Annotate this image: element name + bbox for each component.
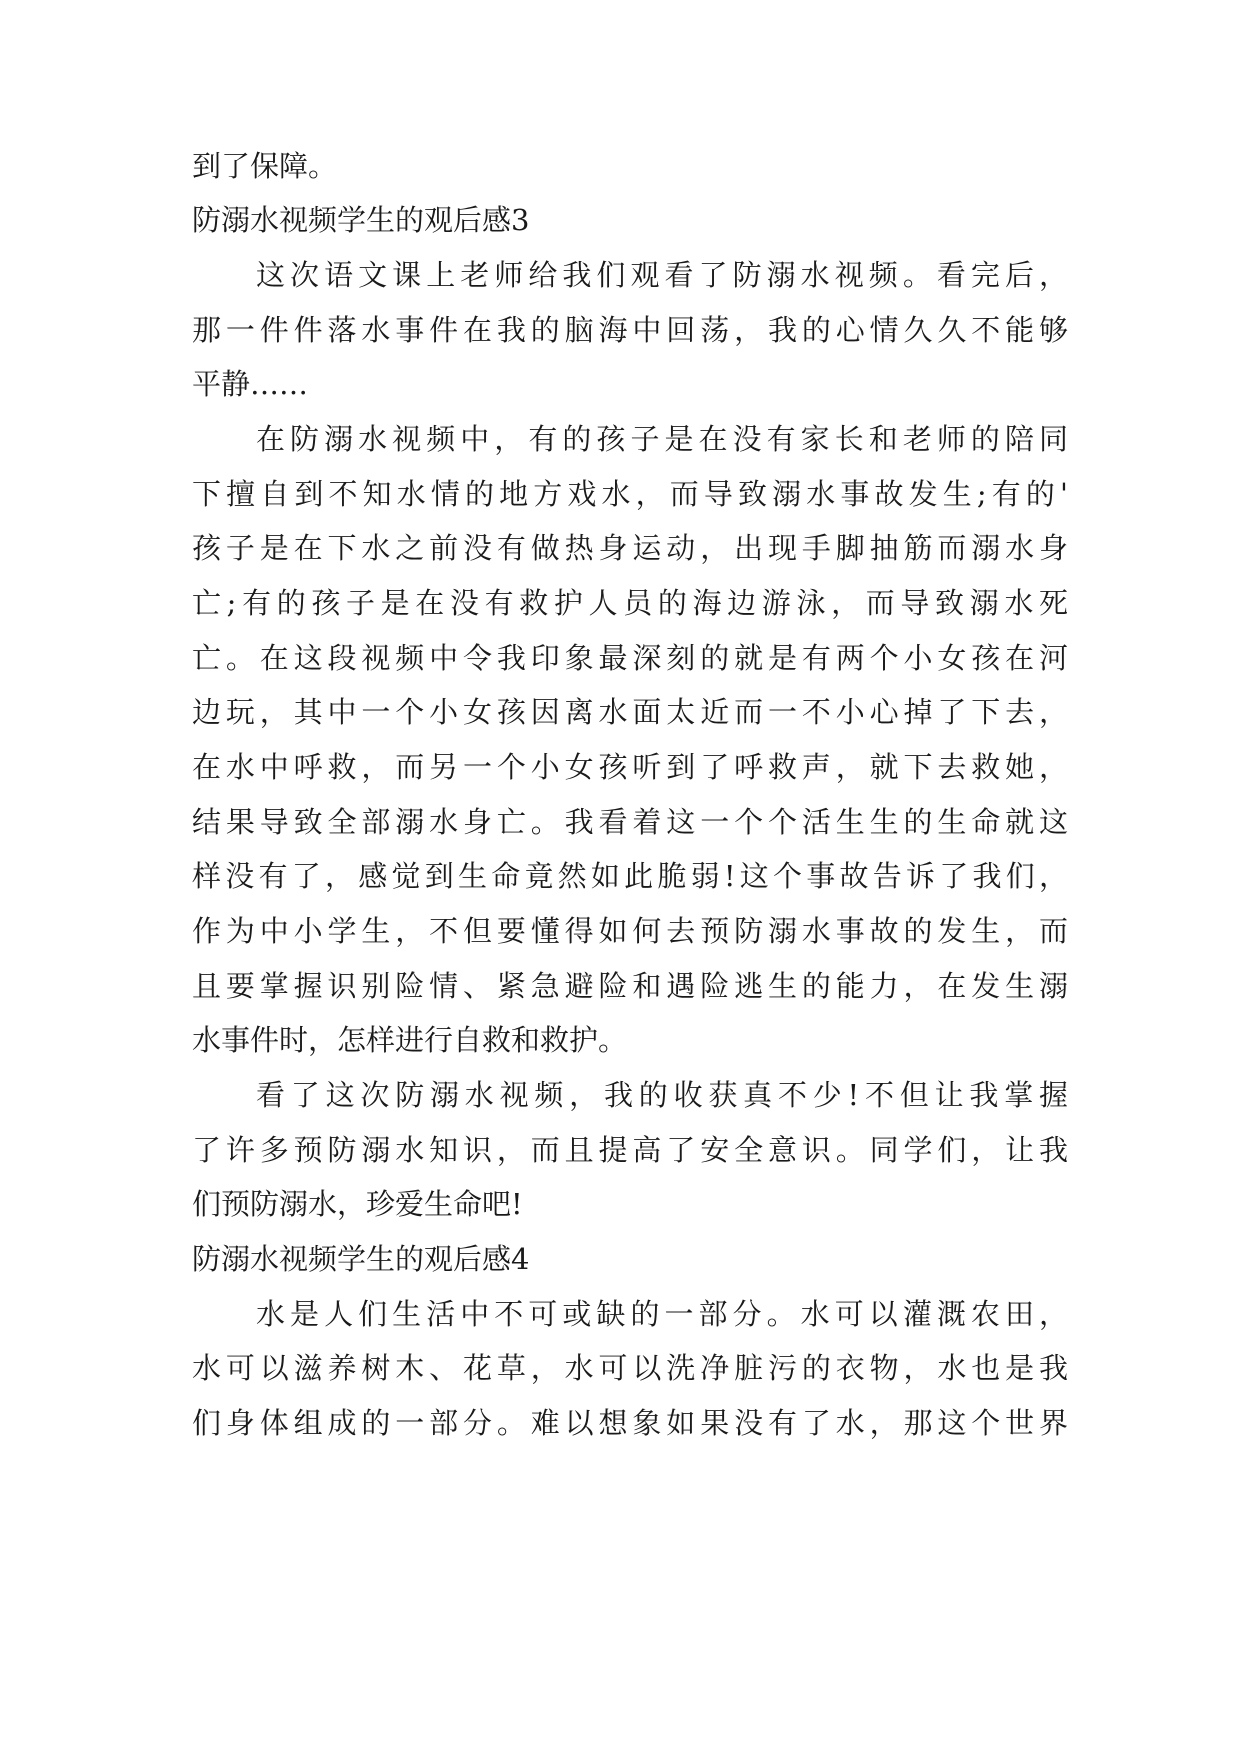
- text-line: 且要掌握识别险情、紧急避险和遇险逃生的能力，在发生溺: [192, 969, 1068, 1003]
- text-line: 作为中小学生，不但要懂得如何去预防溺水事故的发生，而: [192, 914, 1068, 948]
- text-line: 水可以滋养树木、花草，水可以洗净脏污的衣物，水也是我: [192, 1351, 1068, 1385]
- text-line: 到了保障。: [192, 149, 338, 183]
- text-line: 亡;有的孩子是在没有救护人员的海边游泳，而导致溺水死: [192, 586, 1068, 620]
- text-line: 这次语文课上老师给我们观看了防溺水视频。看完后，: [256, 258, 1068, 292]
- text-line: 那一件件落水事件在我的脑海中回荡，我的心情久久不能够: [192, 313, 1068, 347]
- text-line: 看了这次防溺水视频，我的收获真不少!不但让我掌握: [256, 1078, 1068, 1112]
- section-heading: 防溺水视频学生的观后感4: [192, 1242, 530, 1276]
- text-line: 结果导致全部溺水身亡。我看着这一个个活生生的生命就这: [192, 805, 1068, 839]
- text-line: 样没有了，感觉到生命竟然如此脆弱!这个事故告诉了我们，: [192, 859, 1068, 893]
- text-line: 边玩，其中一个小女孩因离水面太近而一不小心掉了下去，: [192, 695, 1068, 729]
- text-line: 在水中呼救，而另一个小女孩听到了呼救声，就下去救她，: [192, 750, 1068, 784]
- text-line: 平静……: [192, 367, 309, 401]
- text-line: 亡。在这段视频中令我印象最深刻的就是有两个小女孩在河: [192, 641, 1068, 675]
- text-line: 了许多预防溺水知识，而且提高了安全意识。同学们，让我: [192, 1133, 1068, 1167]
- text-line: 下擅自到不知水情的地方戏水，而导致溺水事故发生;有的': [192, 477, 1068, 511]
- text-line: 水事件时，怎样进行自救和救护。: [192, 1023, 628, 1057]
- section-heading: 防溺水视频学生的观后感3: [192, 203, 530, 237]
- text-line: 在防溺水视频中，有的孩子是在没有家长和老师的陪同: [256, 422, 1068, 456]
- text-line: 孩子是在下水之前没有做热身运动，出现手脚抽筋而溺水身: [192, 531, 1068, 565]
- text-line: 们预防溺水，珍爱生命吧!: [192, 1187, 523, 1221]
- text-line: 们身体组成的一部分。难以想象如果没有了水，那这个世界: [192, 1406, 1068, 1440]
- text-line: 水是人们生活中不可或缺的一部分。水可以灌溉农田，: [256, 1297, 1068, 1331]
